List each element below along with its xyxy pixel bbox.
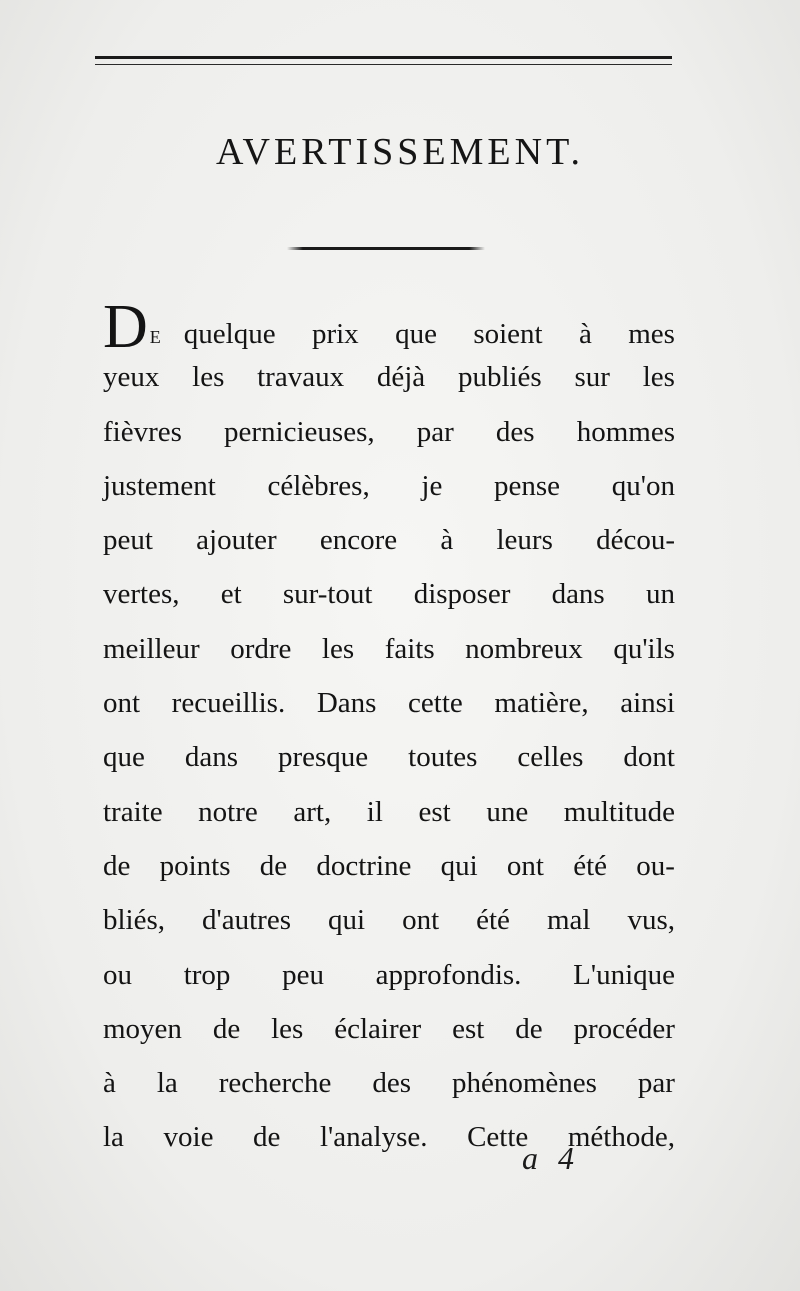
text-line: vertes, et sur-tout disposer dans un [103,578,675,611]
body-paragraph [103,293,675,1165]
text-line: la voie de l'analyse. Cette méthode, [103,1121,675,1154]
text-line: fièvres pernicieuses, par des hommes [103,415,675,448]
text-line: peut ajouter encore à leurs décou- [103,524,675,557]
text-line: bliés, d'autres qui ont été mal vus, [103,904,675,937]
text-line: moyen de les éclairer est de procéder [103,1012,675,1045]
small-cap: E [149,327,162,347]
text-line: yeux les travaux déjà publiés sur les [103,361,675,394]
first-line-text: quelque prix que soient à mes [183,318,675,350]
first-line [103,293,675,361]
top-double-rule [95,56,672,68]
text-line: ou trop peu approfondis. L'unique [103,958,675,991]
text-line: à la recherche des phénomènes par [103,1067,675,1100]
title-underline-rule [287,247,485,250]
text-line: justement célèbres, je pense qu'on [103,469,675,502]
text-line: meilleur ordre les faits nombreux qu'ils [103,632,675,665]
page-title: AVERTISSEMENT. [216,131,584,173]
drop-cap: D [103,293,148,361]
text-line: que dans presque toutes celles dont [103,741,675,774]
top-rule-thick [95,56,672,59]
text-line: traite notre art, il est une multitude [103,795,675,828]
signature-mark: a 4 [522,1140,580,1176]
text-line: de points de doctrine qui ont été ou- [103,849,675,882]
top-rule-thin [95,64,672,65]
text-lines [103,350,675,1164]
text-line: ont recueillis. Dans cette matière, ainsi [103,687,675,720]
